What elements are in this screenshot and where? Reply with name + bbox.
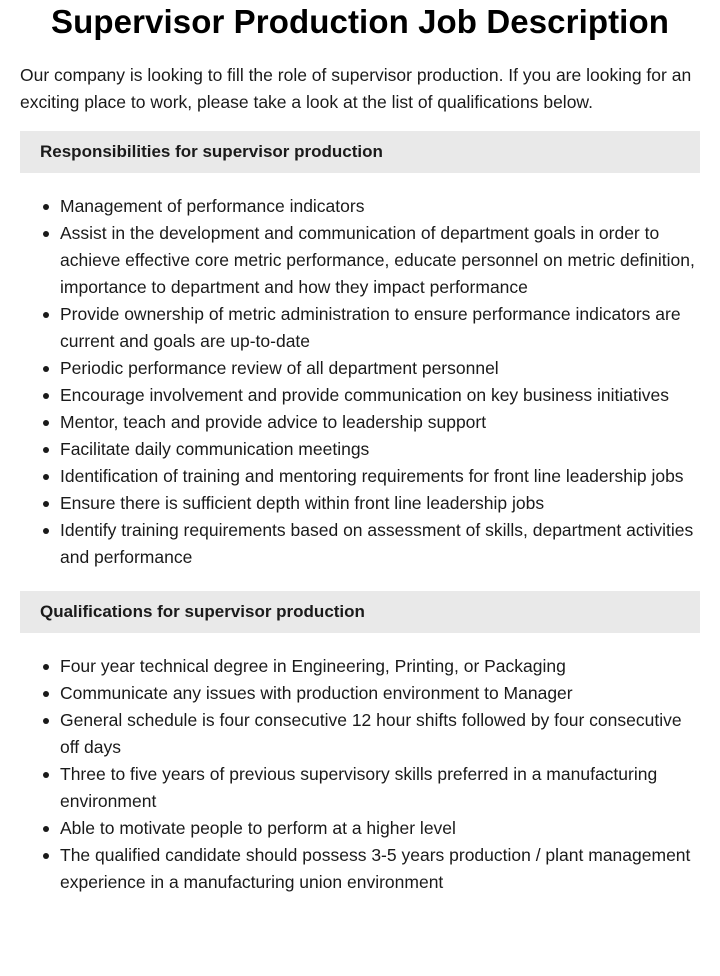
qualifications-list <box>20 653 700 896</box>
responsibilities-list <box>20 193 700 571</box>
list-item: The qualified candidate should possess 3-5 years production / plant management experience in a manufacturing union environment <box>60 842 700 896</box>
responsibilities-heading: Responsibilities for supervisor production <box>20 131 700 173</box>
list-item: Encourage involvement and provide communication on key business initiatives <box>60 382 700 409</box>
list-item: Able to motivate people to perform at a higher level <box>60 815 700 842</box>
list-item: General schedule is four consecutive 12 hour shifts followed by four consecutive off days <box>60 707 700 761</box>
list-item: Facilitate daily communication meetings <box>60 436 700 463</box>
list-item: Identification of training and mentoring requirements for front line leadership jobs <box>60 463 700 490</box>
list-item: Management of performance indicators <box>60 193 700 220</box>
list-item: Three to five years of previous supervisory skills preferred in a manufacturing environment <box>60 761 700 815</box>
list-item: Four year technical degree in Engineering, Printing, or Packaging <box>60 653 700 680</box>
list-item: Mentor, teach and provide advice to leadership support <box>60 409 700 436</box>
qualifications-heading: Qualifications for supervisor production <box>20 591 700 633</box>
list-item: Communicate any issues with production environment to Manager <box>60 680 700 707</box>
page-title: Supervisor Production Job Description <box>51 3 669 40</box>
list-item: Provide ownership of metric administration to ensure performance indicators are current and goals are up-to-date <box>60 301 700 355</box>
list-item: Ensure there is sufficient depth within front line leadership jobs <box>60 490 700 517</box>
list-item: Assist in the development and communication of department goals in order to achieve effective core metric performance, educate personnel on metric definition, importance to department and how they impact performance <box>60 220 700 301</box>
list-item: Identify training requirements based on assessment of skills, department activities and performance <box>60 517 700 571</box>
list-item: Periodic performance review of all department personnel <box>60 355 700 382</box>
intro-paragraph: Our company is looking to fill the role of supervisor production. If you are looking for an exciting place to work, please take a look at the list of qualifications below. <box>20 65 692 112</box>
